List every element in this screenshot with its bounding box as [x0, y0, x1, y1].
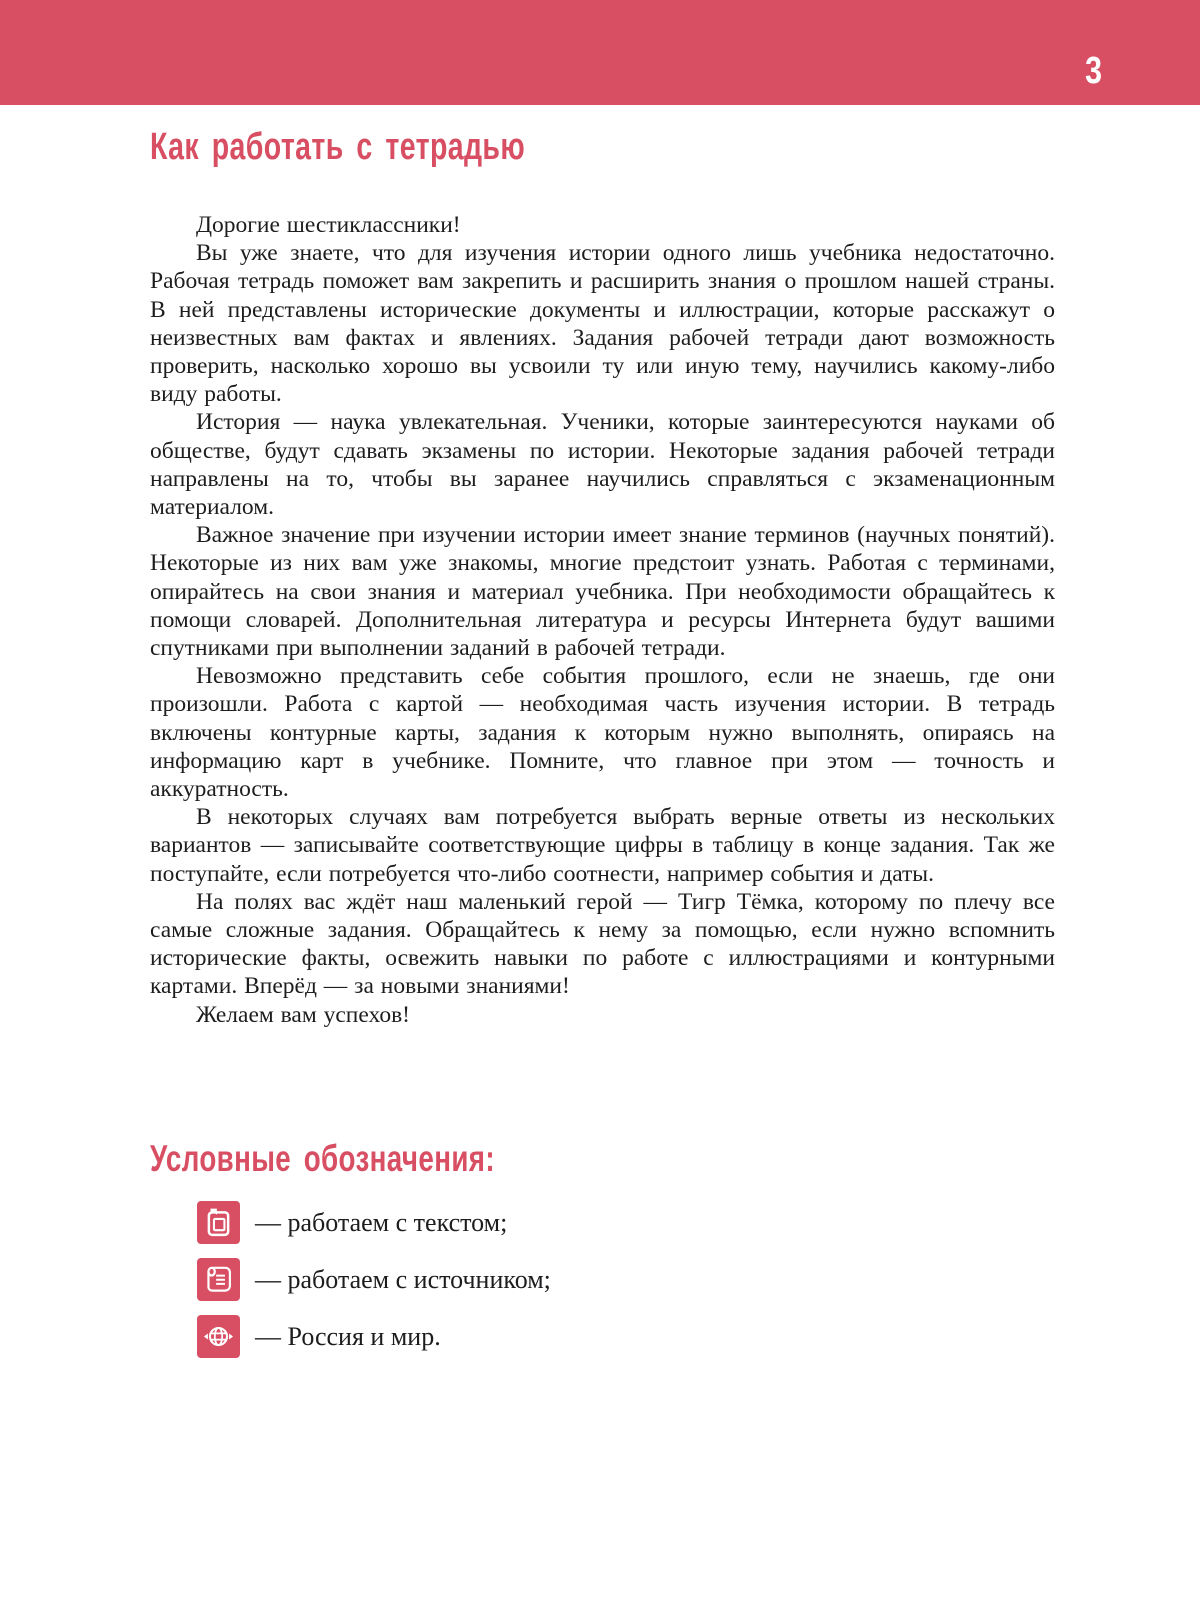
legend-title-text: Условные обозначения:: [150, 1138, 495, 1179]
legend: [150, 1201, 1055, 1372]
page-title-text: Как работать с тетрадью: [150, 126, 526, 168]
globe-icon: [197, 1315, 240, 1358]
paragraph-wish: Желаем вам успехов!: [196, 1001, 410, 1028]
page-number: 3: [1084, 50, 1102, 92]
paragraph-tiger: На полях вас ждёт наш маленький герой — Тигр Тёмка, которому по плечу все самые сложные задания. Обращайтесь к нему за помощью, если нужно вспомнить исторические факты, освежить навыки по работе с иллюстрациями и контурными картами. Вперёд — за новыми знаниями!: [150, 888, 1055, 1000]
legend-label: — Россия и мир.: [255, 1321, 441, 1351]
legend-label: — работаем с текстом;: [255, 1207, 508, 1237]
paragraph-terms: Важное значение при изучении истории имеет знание терминов (научных понятий). Некоторые из них вам уже знакомы, многие предстоит узнать. Работая с терминами, опирайтесь на свои знания и материал учебника. При необходимости обращайтесь к помощи словарей. Дополнительная литература и ресурсы Интернета будут вашими спутниками при выполнении заданий в рабочей тетради.: [150, 522, 1055, 662]
paragraph-maps: Невозможно представить себе события прошлого, если не знаешь, где они произошли. Работа с картой — необходимая часть изучения истории. В тетрадь включены контурные карты, задания к которым нужно выполнять, опираясь на информацию карт в учебнике. Помните, что главное при этом — точность и аккуратность.: [150, 663, 1055, 803]
page-title: [150, 128, 650, 168]
legend-item-source: [150, 1258, 1055, 1301]
book-icon: [197, 1201, 240, 1244]
header-band: [0, 0, 1200, 105]
paragraph-intro: Вы уже знаете, что для изучения истории одного лишь учебника недостаточно. Рабочая тетрадь поможет вам закрепить и расширить знания о прошлом нашей страны. В ней представлены исторические документы и иллюстрации, которые расскажут о неизвестных вам фактах и явлениях. Задания рабочей тетради дают возможность проверить, насколько хорошо вы усвоили ту или иную тему, научились какому-либо виду работы.: [150, 240, 1055, 408]
legend-label: — работаем с источником;: [255, 1264, 551, 1294]
paragraph-exams: История — наука увлекательная. Ученики, которые заинтересуются науками об обществе, будут сдавать экзамены по истории. Некоторые задания рабочей тетради направлены на то, чтобы вы заранее научились справляться с экзаменационным материалом.: [150, 409, 1055, 521]
legend-title: [150, 1140, 610, 1179]
legend-item-text: [150, 1201, 1055, 1244]
scroll-icon: [197, 1258, 240, 1301]
article-body: [150, 211, 1055, 1029]
paragraph-answers: В некоторых случаях вам потребуется выбрать верные ответы из нескольких вариантов — записывайте соответствующие цифры в таблицу в конце задания. Так же поступайте, если потребуется что-либо соотнести, например события и даты.: [150, 804, 1055, 887]
paragraph-greeting: Дорогие шестиклассники!: [196, 212, 461, 238]
legend-item-russia-world: [150, 1315, 1055, 1358]
